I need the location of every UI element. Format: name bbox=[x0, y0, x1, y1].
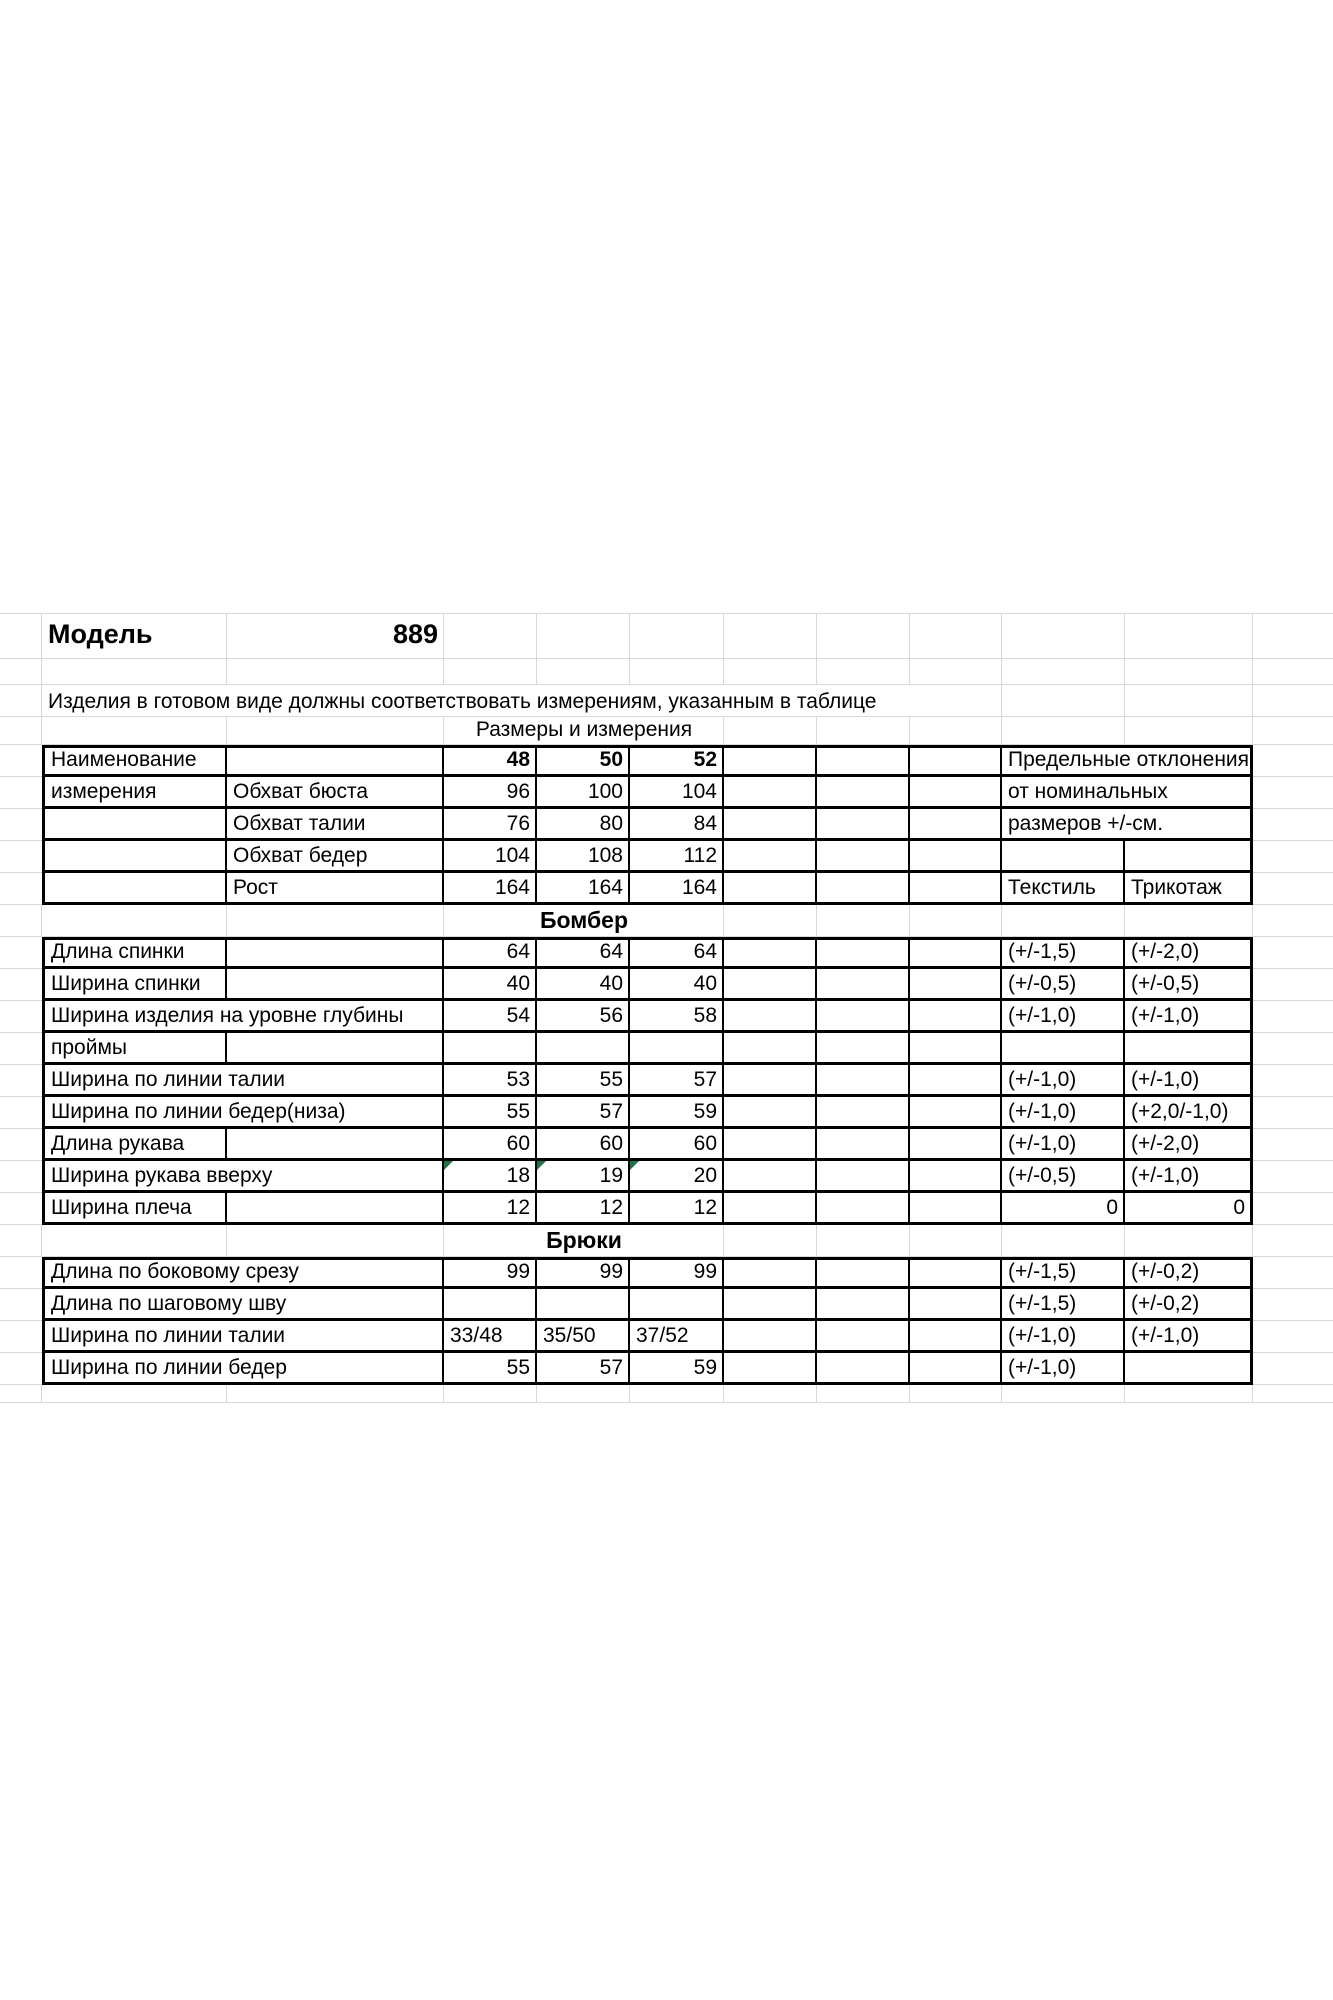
grid-cell bbox=[1253, 1129, 1333, 1161]
grid-cell bbox=[910, 1385, 1002, 1403]
grid-cell bbox=[0, 613, 42, 659]
deviation-textile: (+/-1,0) bbox=[1002, 1353, 1125, 1385]
grid-cell bbox=[724, 1065, 817, 1097]
size-value: 37/52 bbox=[630, 1321, 724, 1353]
grid-cell bbox=[42, 659, 227, 685]
grid-cell bbox=[630, 613, 724, 659]
grid-cell bbox=[910, 659, 1002, 685]
grid-cell bbox=[0, 1257, 42, 1289]
grid-cell bbox=[0, 873, 42, 905]
measure-value: 112 bbox=[630, 841, 724, 873]
grid-cell bbox=[42, 717, 227, 745]
row-label: Ширина по линии талии bbox=[42, 1321, 444, 1353]
grid-cell bbox=[724, 809, 817, 841]
grid-cell bbox=[1253, 1033, 1333, 1065]
grid-cell bbox=[1253, 937, 1333, 969]
grid-cell bbox=[1253, 1289, 1333, 1321]
grid-cell bbox=[1253, 1001, 1333, 1033]
size-value: 64 bbox=[537, 937, 630, 969]
grid-cell bbox=[227, 717, 444, 745]
grid-cell bbox=[817, 1193, 910, 1225]
grid-cell bbox=[817, 777, 910, 809]
grid-cell bbox=[1125, 613, 1253, 659]
deviation-knit bbox=[1125, 1033, 1253, 1065]
grid-cell bbox=[817, 1225, 910, 1257]
grid-cell bbox=[817, 905, 910, 937]
grid-cell bbox=[0, 841, 42, 873]
intro-text: Изделия в готовом виде должны соответствовать измерениям, указанным в таблице bbox=[42, 685, 1002, 717]
grid-cell bbox=[1253, 841, 1333, 873]
measure-name: Рост bbox=[227, 873, 444, 905]
size-value: 54 bbox=[444, 1001, 537, 1033]
deviation-knit bbox=[1125, 1353, 1253, 1385]
grid-cell bbox=[227, 969, 444, 1001]
deviations-title: Предельные отклонения bbox=[1002, 745, 1253, 777]
grid-cell bbox=[910, 873, 1002, 905]
deviation-knit: (+/-1,0) bbox=[1125, 1321, 1253, 1353]
size-value: 12 bbox=[630, 1193, 724, 1225]
grid-cell bbox=[817, 717, 910, 745]
grid-cell bbox=[817, 1257, 910, 1289]
grid-cell bbox=[227, 659, 444, 685]
grid-cell bbox=[0, 1033, 42, 1065]
grid-cell bbox=[1253, 969, 1333, 1001]
grid-cell bbox=[910, 717, 1002, 745]
row-label: Длина по боковому срезу bbox=[42, 1257, 444, 1289]
grid-cell bbox=[1253, 1193, 1333, 1225]
grid-cell bbox=[0, 685, 42, 717]
grid-cell bbox=[0, 745, 42, 777]
grid-cell bbox=[817, 841, 910, 873]
grid-cell bbox=[0, 659, 42, 685]
grid-cell bbox=[0, 1097, 42, 1129]
grid-cell bbox=[910, 1257, 1002, 1289]
size-value: 60 bbox=[537, 1129, 630, 1161]
grid-cell bbox=[910, 745, 1002, 777]
grid-cell bbox=[724, 1097, 817, 1129]
grid-cell bbox=[0, 1321, 42, 1353]
grid-cell bbox=[1253, 873, 1333, 905]
grid-cell bbox=[1253, 717, 1333, 745]
grid-cell bbox=[1002, 685, 1125, 717]
grid-cell bbox=[724, 777, 817, 809]
grid-cell bbox=[1125, 717, 1253, 745]
measure-name: Обхват бедер bbox=[227, 841, 444, 873]
size-value: 99 bbox=[444, 1257, 537, 1289]
grid-cell bbox=[724, 1193, 817, 1225]
grid-cell bbox=[724, 905, 817, 937]
deviation-textile: (+/-1,0) bbox=[1002, 1321, 1125, 1353]
grid-cell bbox=[817, 1161, 910, 1193]
size-value bbox=[537, 1289, 630, 1321]
grid-cell bbox=[910, 1129, 1002, 1161]
grid-cell bbox=[1125, 841, 1253, 873]
deviation-textile: (+/-0,5) bbox=[1002, 969, 1125, 1001]
knit-column-header: Трикотаж bbox=[1125, 873, 1253, 905]
deviation-textile: 0 bbox=[1002, 1193, 1125, 1225]
measure-name: Обхват бюста bbox=[227, 777, 444, 809]
grid-cell bbox=[42, 873, 227, 905]
grid-cell bbox=[1253, 777, 1333, 809]
size-value bbox=[630, 1033, 724, 1065]
measure-value: 76 bbox=[444, 809, 537, 841]
grid-cell bbox=[910, 1225, 1002, 1257]
size-value: 60 bbox=[630, 1129, 724, 1161]
deviation-knit: (+/-0,5) bbox=[1125, 969, 1253, 1001]
grid-cell bbox=[1253, 1353, 1333, 1385]
measurement-table bbox=[0, 613, 1333, 1403]
size-value: 35/50 bbox=[537, 1321, 630, 1353]
grid-cell bbox=[537, 1385, 630, 1403]
grid-cell bbox=[0, 1353, 42, 1385]
grid-cell bbox=[630, 659, 724, 685]
size-value: 55 bbox=[537, 1065, 630, 1097]
grid-cell bbox=[817, 937, 910, 969]
section-title: Брюки bbox=[444, 1225, 724, 1257]
grid-cell bbox=[0, 937, 42, 969]
grid-cell bbox=[724, 1225, 817, 1257]
grid-cell bbox=[817, 1385, 910, 1403]
grid-cell bbox=[817, 1097, 910, 1129]
size-value bbox=[630, 1289, 724, 1321]
grid-cell bbox=[724, 873, 817, 905]
grid-cell bbox=[1002, 1385, 1125, 1403]
grid-cell bbox=[724, 717, 817, 745]
grid-cell bbox=[724, 613, 817, 659]
model-label: Модель bbox=[42, 613, 227, 659]
deviation-knit: (+/-2,0) bbox=[1125, 1129, 1253, 1161]
measure-value: 96 bbox=[444, 777, 537, 809]
deviations-note: от номинальных bbox=[1002, 777, 1253, 809]
grid-cell bbox=[724, 1033, 817, 1065]
grid-cell bbox=[817, 659, 910, 685]
deviation-textile: (+/-1,0) bbox=[1002, 1001, 1125, 1033]
size-value: 58 bbox=[630, 1001, 724, 1033]
grid-cell bbox=[724, 659, 817, 685]
grid-cell bbox=[0, 777, 42, 809]
grid-cell bbox=[1253, 1097, 1333, 1129]
row-label: Ширина по линии бедер(низа) bbox=[42, 1097, 444, 1129]
grid-cell bbox=[1253, 659, 1333, 685]
header-name-label: Наименование bbox=[42, 745, 227, 777]
grid-cell bbox=[227, 1225, 444, 1257]
grid-cell bbox=[0, 809, 42, 841]
grid-cell bbox=[444, 613, 537, 659]
grid-cell bbox=[910, 1097, 1002, 1129]
deviation-textile: (+/-1,0) bbox=[1002, 1065, 1125, 1097]
deviation-knit: (+/-1,0) bbox=[1125, 1161, 1253, 1193]
grid-cell bbox=[1125, 685, 1253, 717]
row-label: Ширина по линии бедер bbox=[42, 1353, 444, 1385]
grid-cell bbox=[910, 613, 1002, 659]
grid-cell bbox=[444, 659, 537, 685]
grid-cell bbox=[817, 1129, 910, 1161]
grid-cell bbox=[0, 1065, 42, 1097]
size-column-header: 48 bbox=[444, 745, 537, 777]
grid-cell bbox=[42, 809, 227, 841]
grid-cell bbox=[910, 1001, 1002, 1033]
grid-cell bbox=[910, 1161, 1002, 1193]
size-value: 99 bbox=[630, 1257, 724, 1289]
header-name-label-2: измерения bbox=[42, 777, 227, 809]
grid-cell bbox=[1253, 613, 1333, 659]
size-value: 40 bbox=[537, 969, 630, 1001]
grid-cell bbox=[1002, 841, 1125, 873]
grid-cell bbox=[1002, 613, 1125, 659]
size-value: 60 bbox=[444, 1129, 537, 1161]
size-value: 56 bbox=[537, 1001, 630, 1033]
grid-cell bbox=[42, 1385, 227, 1403]
grid-cell bbox=[724, 841, 817, 873]
deviation-knit: (+/-1,0) bbox=[1125, 1065, 1253, 1097]
grid-cell bbox=[910, 777, 1002, 809]
grid-cell bbox=[1253, 1065, 1333, 1097]
size-value-flagged: 19 bbox=[537, 1161, 630, 1193]
measure-value: 100 bbox=[537, 777, 630, 809]
grid-cell bbox=[630, 1385, 724, 1403]
grid-cell bbox=[1253, 1257, 1333, 1289]
grid-cell bbox=[910, 1289, 1002, 1321]
grid-cell bbox=[817, 1353, 910, 1385]
deviation-textile bbox=[1002, 1033, 1125, 1065]
grid-cell bbox=[537, 613, 630, 659]
grid-cell bbox=[910, 809, 1002, 841]
deviation-textile: (+/-0,5) bbox=[1002, 1161, 1125, 1193]
size-value bbox=[537, 1033, 630, 1065]
deviation-knit: 0 bbox=[1125, 1193, 1253, 1225]
grid-cell bbox=[910, 1353, 1002, 1385]
row-label: Ширина по линии талии bbox=[42, 1065, 444, 1097]
row-label: Ширина рукава вверху bbox=[42, 1161, 444, 1193]
grid-cell bbox=[817, 613, 910, 659]
deviation-textile: (+/-1,0) bbox=[1002, 1097, 1125, 1129]
deviation-knit: (+/-0,2) bbox=[1125, 1257, 1253, 1289]
grid-cell bbox=[817, 1289, 910, 1321]
grid-cell bbox=[724, 1001, 817, 1033]
size-column-header: 52 bbox=[630, 745, 724, 777]
grid-cell bbox=[1125, 905, 1253, 937]
size-value-flagged: 18 bbox=[444, 1161, 537, 1193]
grid-cell bbox=[1002, 1225, 1125, 1257]
grid-cell bbox=[1002, 659, 1125, 685]
size-value-flagged: 20 bbox=[630, 1161, 724, 1193]
size-value bbox=[444, 1289, 537, 1321]
row-label: проймы bbox=[42, 1033, 227, 1065]
grid-cell bbox=[817, 1001, 910, 1033]
grid-cell bbox=[42, 841, 227, 873]
deviation-textile: (+/-1,5) bbox=[1002, 937, 1125, 969]
measure-value: 104 bbox=[630, 777, 724, 809]
deviation-knit: (+/-1,0) bbox=[1125, 1001, 1253, 1033]
measure-value: 84 bbox=[630, 809, 724, 841]
size-value: 57 bbox=[537, 1097, 630, 1129]
grid-cell bbox=[1253, 1225, 1333, 1257]
grid-cell bbox=[1253, 1385, 1333, 1403]
size-column-header: 50 bbox=[537, 745, 630, 777]
size-value: 40 bbox=[630, 969, 724, 1001]
grid-cell bbox=[444, 1385, 537, 1403]
grid-cell bbox=[0, 905, 42, 937]
grid-cell bbox=[724, 1353, 817, 1385]
grid-cell bbox=[910, 841, 1002, 873]
grid-cell bbox=[1125, 1225, 1253, 1257]
size-value: 64 bbox=[630, 937, 724, 969]
grid-cell bbox=[1002, 717, 1125, 745]
deviation-knit: (+/-2,0) bbox=[1125, 937, 1253, 969]
section-title: Бомбер bbox=[444, 905, 724, 937]
table-caption: Размеры и измерения bbox=[444, 717, 724, 745]
grid-cell bbox=[1253, 809, 1333, 841]
grid-cell bbox=[0, 717, 42, 745]
size-value: 99 bbox=[537, 1257, 630, 1289]
grid-cell bbox=[0, 1225, 42, 1257]
row-label: Длина рукава bbox=[42, 1129, 227, 1161]
deviation-textile: (+/-1,5) bbox=[1002, 1257, 1125, 1289]
grid-cell bbox=[1253, 905, 1333, 937]
deviation-knit: (+/-0,2) bbox=[1125, 1289, 1253, 1321]
grid-cell bbox=[0, 1193, 42, 1225]
grid-cell bbox=[910, 1065, 1002, 1097]
grid-cell bbox=[724, 1385, 817, 1403]
size-value: 59 bbox=[630, 1097, 724, 1129]
size-value: 55 bbox=[444, 1353, 537, 1385]
size-value: 53 bbox=[444, 1065, 537, 1097]
grid-cell bbox=[817, 873, 910, 905]
size-value: 12 bbox=[537, 1193, 630, 1225]
deviation-textile: (+/-1,5) bbox=[1002, 1289, 1125, 1321]
grid-cell bbox=[1125, 1385, 1253, 1403]
grid-cell bbox=[724, 1129, 817, 1161]
grid-cell bbox=[227, 1385, 444, 1403]
grid-cell bbox=[1253, 1161, 1333, 1193]
measure-value: 164 bbox=[444, 873, 537, 905]
row-label: Длина по шаговому шву bbox=[42, 1289, 444, 1321]
size-value: 59 bbox=[630, 1353, 724, 1385]
row-label: Длина спинки bbox=[42, 937, 227, 969]
size-value: 64 bbox=[444, 937, 537, 969]
grid-cell bbox=[227, 745, 444, 777]
grid-cell bbox=[817, 1321, 910, 1353]
grid-cell bbox=[42, 905, 227, 937]
measure-value: 164 bbox=[537, 873, 630, 905]
size-value: 12 bbox=[444, 1193, 537, 1225]
row-label: Ширина спинки bbox=[42, 969, 227, 1001]
grid-cell bbox=[817, 1033, 910, 1065]
measure-name: Обхват талии bbox=[227, 809, 444, 841]
grid-cell bbox=[910, 905, 1002, 937]
grid-cell bbox=[910, 937, 1002, 969]
grid-cell bbox=[0, 969, 42, 1001]
grid-cell bbox=[227, 1129, 444, 1161]
grid-cell bbox=[910, 1321, 1002, 1353]
size-value: 55 bbox=[444, 1097, 537, 1129]
grid-cell bbox=[724, 1289, 817, 1321]
grid-cell bbox=[1125, 659, 1253, 685]
grid-cell bbox=[1002, 905, 1125, 937]
grid-cell bbox=[227, 905, 444, 937]
grid-cell bbox=[537, 659, 630, 685]
grid-cell bbox=[817, 1065, 910, 1097]
grid-cell bbox=[0, 1001, 42, 1033]
grid-cell bbox=[0, 1161, 42, 1193]
grid-cell bbox=[724, 969, 817, 1001]
grid-cell bbox=[817, 809, 910, 841]
measure-value: 80 bbox=[537, 809, 630, 841]
grid-cell bbox=[724, 1257, 817, 1289]
grid-cell bbox=[910, 969, 1002, 1001]
row-label: Ширина плеча bbox=[42, 1193, 227, 1225]
grid-cell bbox=[724, 1161, 817, 1193]
size-value bbox=[444, 1033, 537, 1065]
deviation-textile: (+/-1,0) bbox=[1002, 1129, 1125, 1161]
grid-cell bbox=[724, 1321, 817, 1353]
grid-cell bbox=[724, 745, 817, 777]
grid-cell bbox=[0, 1129, 42, 1161]
grid-cell bbox=[227, 1033, 444, 1065]
grid-cell bbox=[1253, 745, 1333, 777]
grid-cell bbox=[0, 1385, 42, 1403]
grid-cell bbox=[0, 1289, 42, 1321]
measure-value: 108 bbox=[537, 841, 630, 873]
grid-cell bbox=[817, 969, 910, 1001]
row-label: Ширина изделия на уровне глубины bbox=[42, 1001, 444, 1033]
size-value: 33/48 bbox=[444, 1321, 537, 1353]
grid-cell bbox=[724, 937, 817, 969]
grid-cell bbox=[227, 937, 444, 969]
grid-cell bbox=[227, 1193, 444, 1225]
grid-cell bbox=[1253, 1321, 1333, 1353]
textile-column-header: Текстиль bbox=[1002, 873, 1125, 905]
grid-cell bbox=[817, 745, 910, 777]
deviations-note: размеров +/-см. bbox=[1002, 809, 1253, 841]
size-value: 40 bbox=[444, 969, 537, 1001]
measure-value: 104 bbox=[444, 841, 537, 873]
measure-value: 164 bbox=[630, 873, 724, 905]
grid-cell bbox=[42, 1225, 227, 1257]
grid-cell bbox=[910, 1193, 1002, 1225]
size-value: 57 bbox=[537, 1353, 630, 1385]
size-value: 57 bbox=[630, 1065, 724, 1097]
grid-cell bbox=[1253, 685, 1333, 717]
grid-cell bbox=[910, 1033, 1002, 1065]
deviation-knit: (+2,0/-1,0) bbox=[1125, 1097, 1253, 1129]
model-number: 889 bbox=[227, 613, 444, 659]
